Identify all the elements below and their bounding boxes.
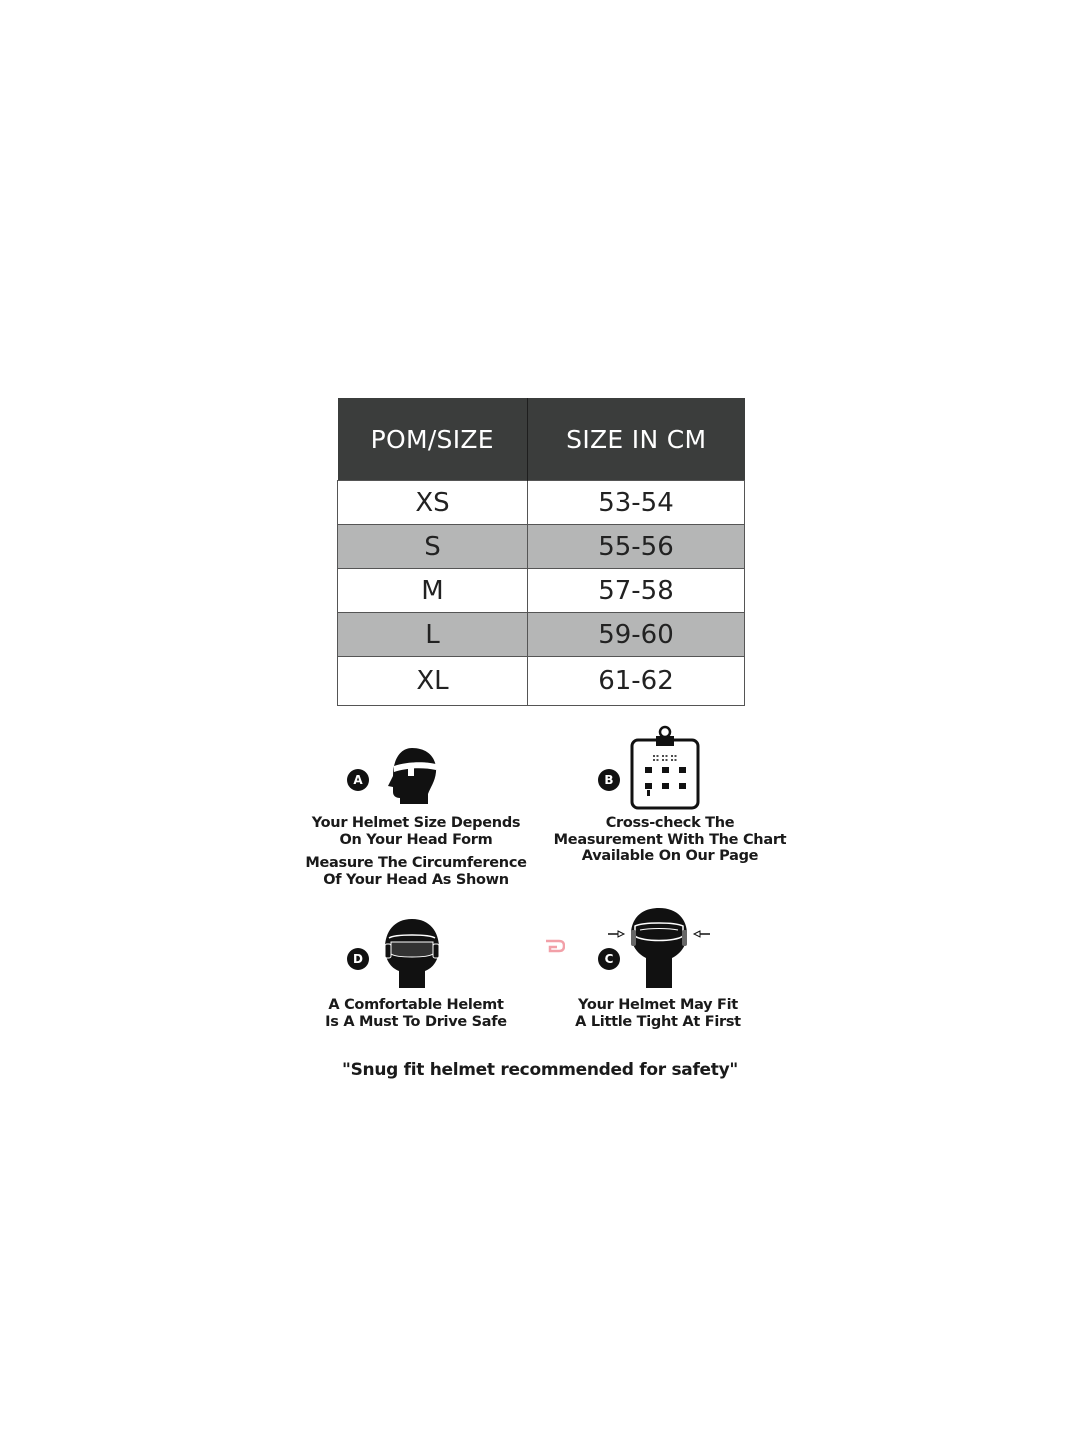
footer-note: "Snug fit helmet recommended for safety": [342, 1060, 738, 1080]
cm-cell: 57-58: [528, 569, 745, 613]
table-row: [338, 569, 745, 613]
table-row: [338, 657, 745, 706]
step-c-caption: [548, 997, 768, 1030]
watermark-logo-icon: [545, 938, 565, 952]
step-a-line-1: Your Helmet Size Depends: [311, 815, 521, 831]
step-d-line-2: Is A Must To Drive Safe: [325, 1013, 507, 1030]
clipboard-chart-icon: [628, 724, 702, 812]
size-cell: XL: [338, 657, 528, 706]
helmet-on-head-icon: [383, 916, 441, 990]
step-b-line-3: Available On Our Page: [581, 848, 759, 864]
size-cell: L: [338, 613, 528, 657]
header-pom-size: POM/SIZE: [338, 398, 528, 481]
step-d-caption: [306, 997, 526, 1030]
step-b-caption: [550, 815, 790, 865]
cm-cell: 55-56: [528, 525, 745, 569]
cm-cell: 53-54: [528, 481, 745, 525]
step-b-badge: B: [598, 769, 620, 791]
step-a-line-2: On Your Head Form: [339, 831, 493, 848]
step-b-line-1: Cross-check The: [605, 815, 735, 831]
step-a-caption: [306, 815, 526, 848]
table-row: [338, 481, 745, 525]
step-a-line-4: Of Your Head As Shown: [323, 871, 509, 888]
header-size-in-cm: SIZE IN CM: [528, 398, 745, 481]
cm-cell: 59-60: [528, 613, 745, 657]
size-cell: S: [338, 525, 528, 569]
step-b-line-2: Measurement With The Chart: [553, 831, 787, 848]
size-chart-header-row: [338, 398, 745, 481]
size-chart-table: [337, 398, 745, 706]
size-cell: M: [338, 569, 528, 613]
step-a-caption-2: [296, 855, 536, 888]
head-measure-icon: [384, 746, 440, 806]
table-row: [338, 525, 745, 569]
step-a-badge: A: [347, 769, 369, 791]
table-row: [338, 613, 745, 657]
step-c-badge: C: [598, 948, 620, 970]
step-c-line-1: Your Helmet May Fit: [578, 997, 738, 1013]
cm-cell: 61-62: [528, 657, 745, 706]
step-a-line-3: Measure The Circumference: [305, 855, 527, 871]
step-d-line-1: A Comfortable Helemt: [328, 997, 504, 1013]
step-c-line-2: A Little Tight At First: [575, 1013, 741, 1030]
helmet-tight-fit-icon: [606, 906, 712, 990]
step-d-badge: D: [347, 948, 369, 970]
size-cell: XS: [338, 481, 528, 525]
